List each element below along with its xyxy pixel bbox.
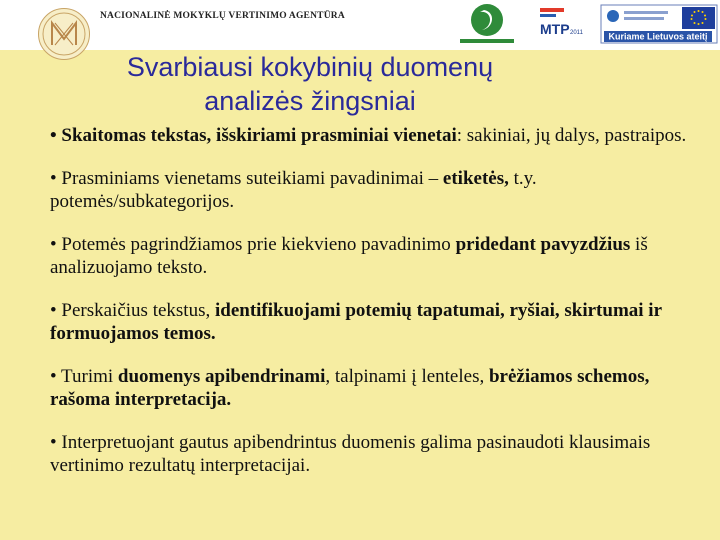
mtp-logo-icon: [536, 2, 586, 46]
bullet-list: [50, 124, 706, 497]
bullet-item-6: [50, 431, 706, 477]
bullet-3-text-end: iš analizuojamo teksto.: [50, 234, 648, 278]
eu-flag-logo-icon: [600, 2, 718, 46]
bullet-5-text-mid: , talpinami į lenteles,: [325, 366, 489, 387]
bullet-3-bold: pridedant pavyzdžius: [455, 234, 631, 255]
slide-title: [80, 50, 540, 118]
bullet-item-2: [50, 167, 706, 213]
bullet-5-text: • Turimi: [50, 366, 118, 387]
bullet-2-text-end: t.y. potemės/subkategorijos.: [50, 168, 537, 212]
bullet-1-bold: • Skaitomas tekstas, išskiriami prasminiai vienetai: [50, 125, 457, 146]
bullet-5-bold-end: brėžiamos schemos, rašoma interpretacija.: [50, 366, 650, 410]
mtp-logo: [536, 2, 586, 46]
svg-text:MTP: MTP: [540, 21, 570, 37]
agency-name: NACIONALINĖ MOKYKLŲ VERTINIMO AGENTŪRA: [100, 11, 345, 21]
bullet-2-bold: etiketės,: [442, 168, 509, 189]
bullet-item-3: [50, 233, 706, 279]
bullet-item-5: [50, 365, 706, 411]
bullet-6-text: • Interpretuojant gautus apibendrintus duomenis galima pasinaudoti klausimais vertinimo rezultatų interpretacijai.: [50, 432, 651, 476]
bullet-5-bold: duomenys apibendrinami: [117, 366, 326, 387]
title-line-2: analizės žingsniai: [204, 86, 416, 116]
bullet-4-bold: identifikuojami potemių tapatumai, ryšiai, skirtumai ir formuojamos temos.: [50, 300, 662, 344]
bullet-4-text: • Perskaičius tekstus,: [50, 300, 215, 321]
bullet-2-text: • Prasminiams vienetams suteikiami pavadinimai –: [50, 168, 443, 189]
bullet-1-text: : sakiniai, jų dalys, pastraipos.: [456, 125, 687, 146]
title-line-1: Svarbiausi kokybinių duomenų: [126, 52, 494, 82]
svg-text:Kuriame Lietuvos ateitį: Kuriame Lietuvos ateitį: [608, 31, 708, 42]
bullet-item-4: [50, 299, 706, 345]
nmva-logo: [458, 2, 516, 46]
eu-funds-logo: [600, 2, 718, 46]
bullet-item-1: [50, 124, 706, 147]
bullet-3-text: • Potemės pagrindžiamos prie kiekvieno pavadinimo: [50, 234, 456, 255]
leaf-logo-icon: [458, 2, 516, 46]
svg-text:2011: 2011: [570, 30, 583, 36]
